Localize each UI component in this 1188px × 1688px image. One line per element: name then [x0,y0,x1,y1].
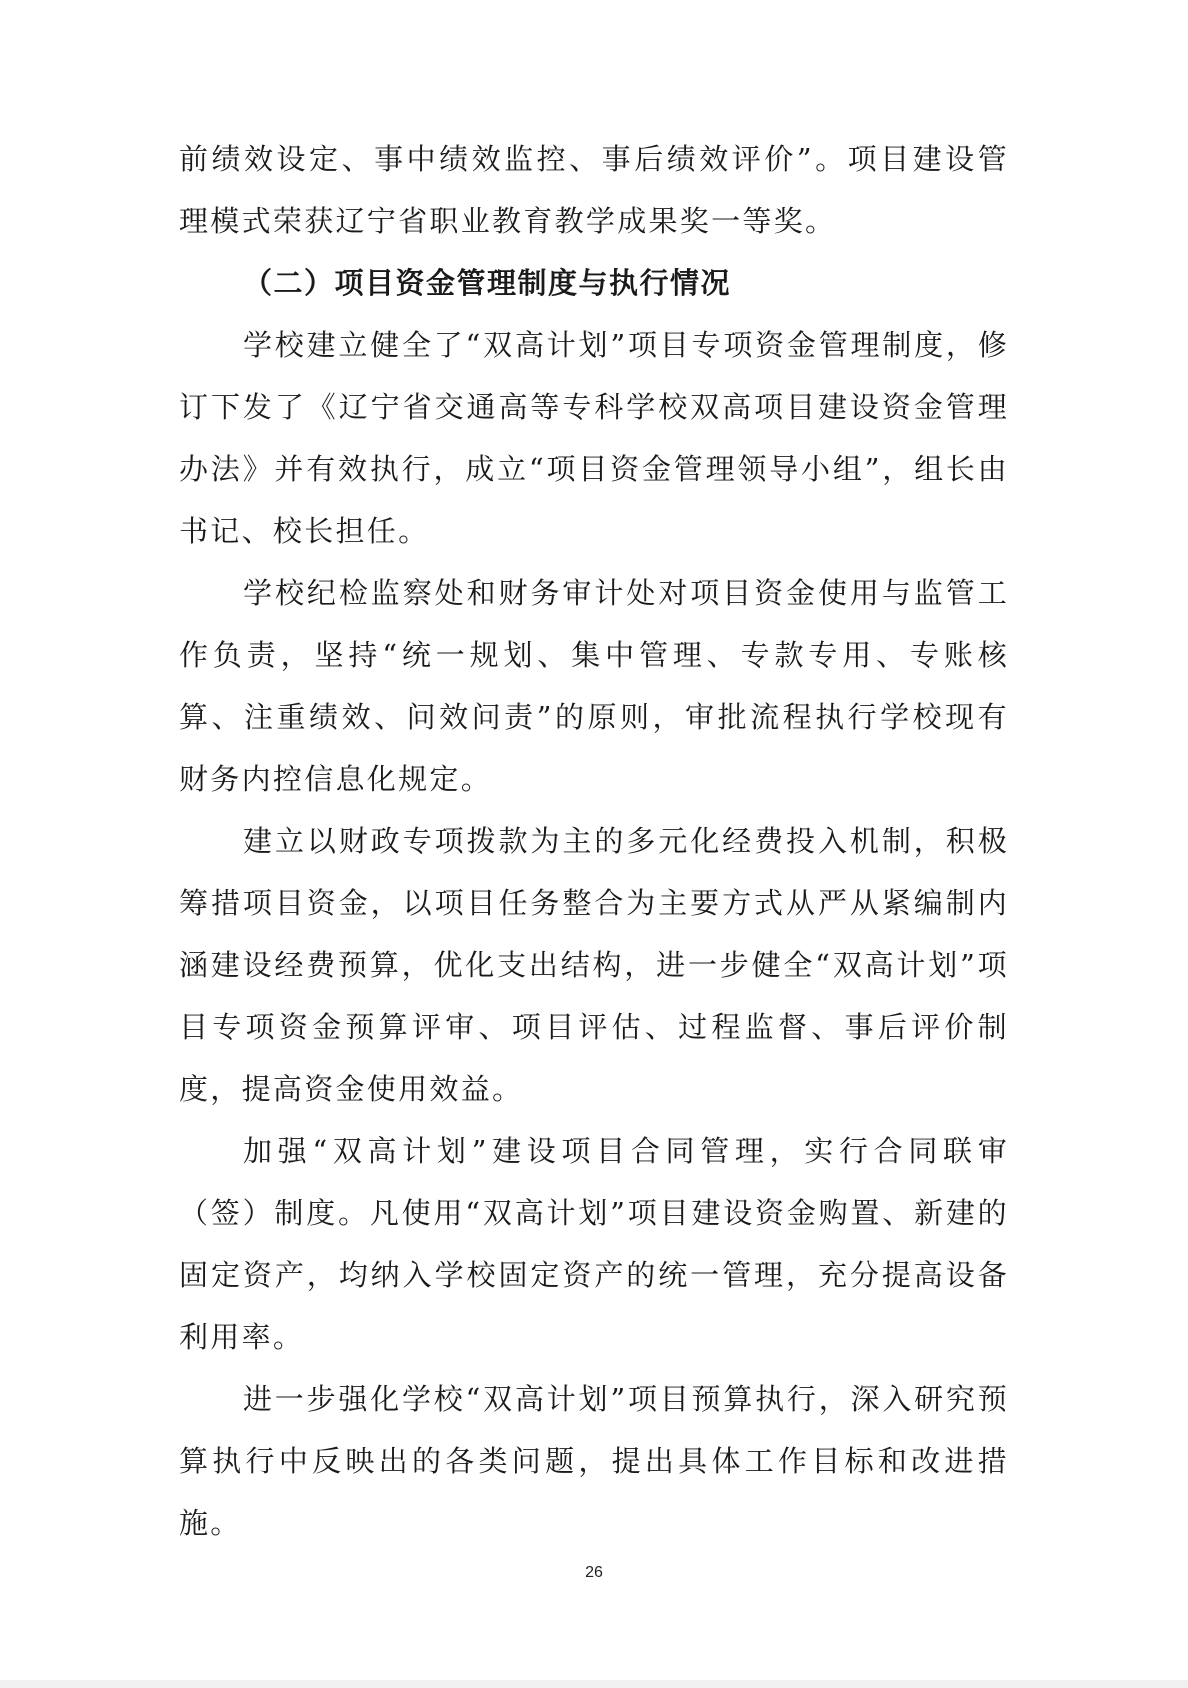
page-bottom-edge [0,1680,1188,1688]
section-heading: （二）项目资金管理制度与执行情况 [243,266,732,300]
paragraph-continuation: 前绩效设定、事中绩效监控、事后绩效评价”。项目建设管理模式荣获辽宁省职业教育教学成果奖一等奖。 [179,142,1009,238]
paragraph-supervision: 学校纪检监察处和财务审计处对项目资金使用与监管工作负责，坚持“统一规划、集中管理、专款专用、专账核算、注重绩效、问效问责”的原则，审批流程执行学校现有财务内控信息化规定。 [179,576,1009,796]
paragraph-budget-execution: 进一步强化学校“双高计划”项目预算执行，深入研究预算执行中反映出的各类问题，提出具体工作目标和改进措施。 [179,1382,1009,1540]
paragraph-contract-management: 加强“双高计划”建设项目合同管理，实行合同联审（签）制度。凡使用“双高计划”项目建设资金购置、新建的固定资产，均纳入学校固定资产的统一管理，充分提高设备利用率。 [179,1134,1009,1354]
paragraph-funding-mechanism: 建立以财政专项拨款为主的多元化经费投入机制，积极筹措项目资金，以项目任务整合为主要方式从严从紧编制内涵建设经费预算，优化支出结构，进一步健全“双高计划”项目专项资金预算评审、项目评估、过程监督、事后评价制度，提高资金使用效益。 [179,824,1009,1106]
paragraph-fund-management-system: 学校建立健全了“双高计划”项目专项资金管理制度，修订下发了《辽宁省交通高等专科学校双高项目建设资金管理办法》并有效执行，成立“项目资金管理领导小组”，组长由书记、校长担任。 [179,328,1009,548]
body-text [179,128,1009,1554]
page-number: 26 [585,1564,603,1581]
